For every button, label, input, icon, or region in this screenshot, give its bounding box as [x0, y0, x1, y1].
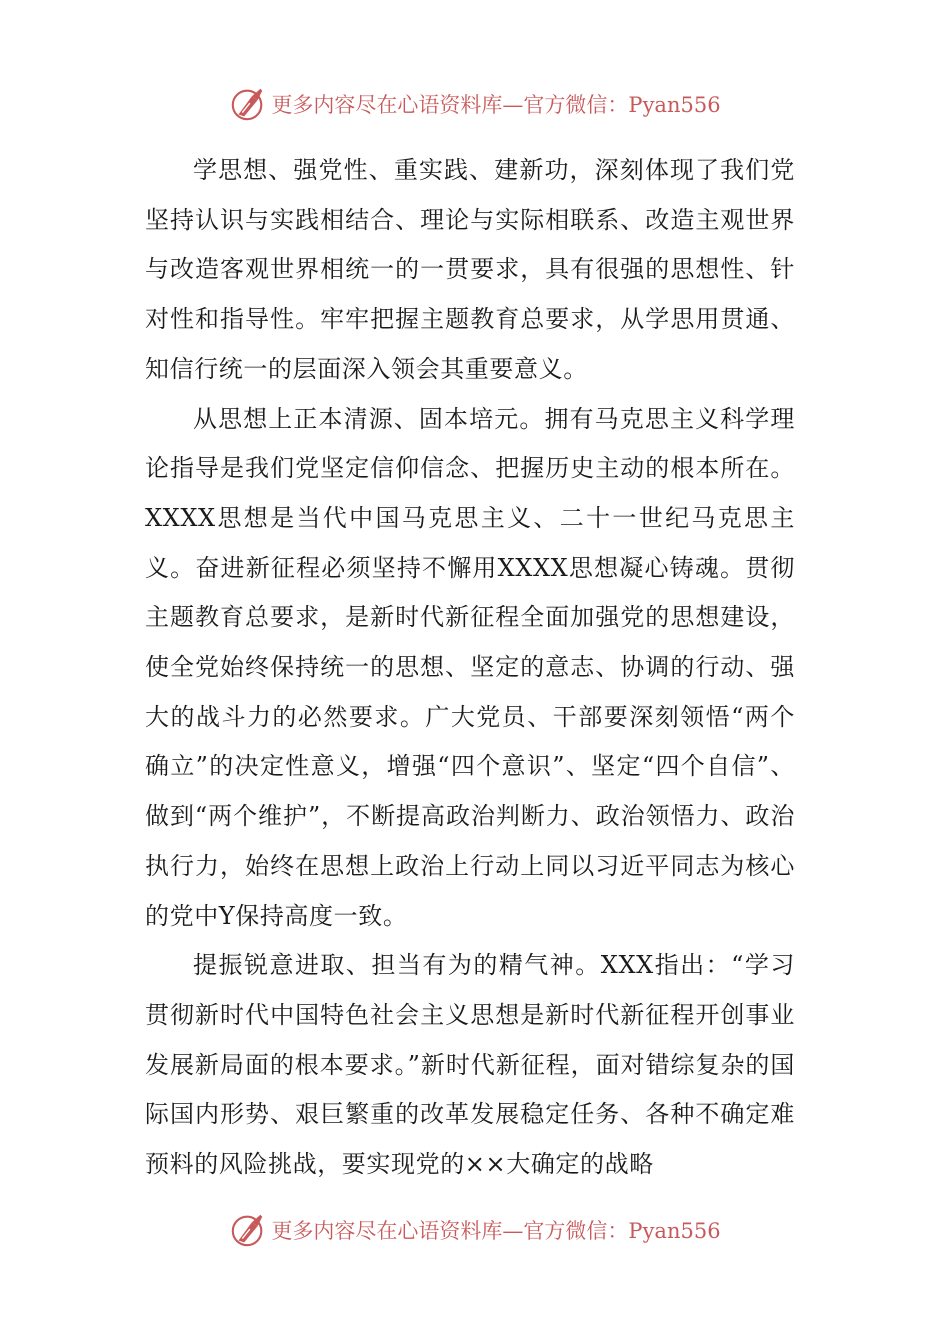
footer-banner	[0, 1210, 950, 1250]
header-banner	[0, 84, 950, 124]
pen-nib-logo-icon	[229, 1211, 267, 1249]
document-body	[145, 146, 795, 1190]
pen-nib-logo-icon	[229, 85, 267, 123]
header-banner-text: 更多内容尽在心语资料库—官方微信：Pyan556	[271, 93, 721, 117]
paragraph-3: 提振锐意进取、担当有为的精气神。XXX指出：“学习贯彻新时代中国特色社会主义思想是新时代新征程开创事业发展新局面的根本要求。”新时代新征程，面对错综复杂的国际国内形势、艰巨繁重的改革发展稳定任务、各种不确定难预料的风险挑战，要实现党的××大确定的战略	[145, 951, 795, 1179]
paragraph-1: 学思想、强党性、重实践、建新功，深刻体现了我们党坚持认识与实践相结合、理论与实际相联系、改造主观世界与改造客观世界相统一的一贯要求，具有很强的思想性、针对性和指导性。牢牢把握主题教育总要求，从学思用贯通、知信行统一的层面深入领会其重要意义。	[145, 156, 795, 383]
footer-banner-text: 更多内容尽在心语资料库—官方微信：Pyan556	[271, 1219, 721, 1243]
paragraph-2: 从思想上正本清源、固本培元。拥有马克思主义科学理论指导是我们党坚定信仰信念、把握历史主动的根本所在。XXXX思想是当代中国马克思主义、二十一世纪马克思主义。奋进新征程必须坚持不懈用XXXX思想凝心铸魂。贯彻主题教育总要求，是新时代新征程全面加强党的思想建设，使全党始终保持统一的思想、坚定的意志、协调的行动、强大的战斗力的必然要求。广大党员、干部要深刻领悟“两个确立”的决定性意义，增强“四个意识”、坚定“四个自信”、做到“两个维护”，不断提高政治判断力、政治领悟力、政治执行力，始终在思想上政治上行动上同以习近平同志为核心的党中Y保持高度一致。	[145, 404, 795, 930]
